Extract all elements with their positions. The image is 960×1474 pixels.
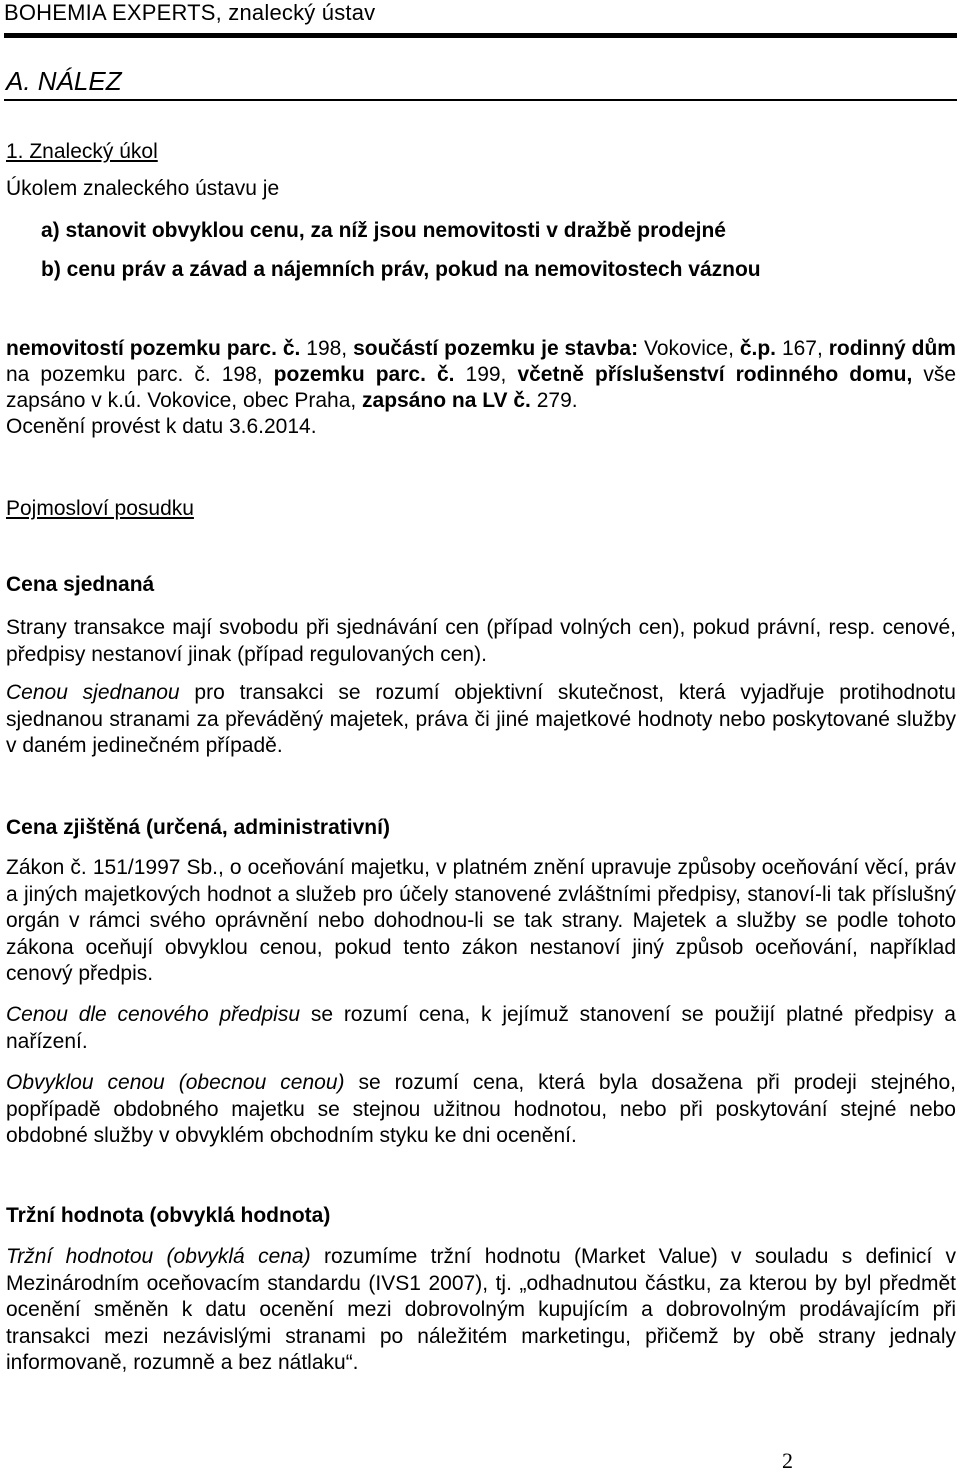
task-intro: Úkolem znaleckého ústavu je	[6, 177, 280, 200]
section-rule	[4, 99, 957, 101]
determined-price-heading: Cena zjištěná (určená, administrativní)	[6, 816, 390, 839]
page-number: 2	[782, 1448, 793, 1473]
terms-heading: Pojmosloví posudku	[6, 497, 194, 520]
property-description: nemovitostí pozemku parc. č. 198, součástí pozemku je stavba: Vokovice, č.p. 167, rodinný dům na pozemku parc. č. 198, pozemku parc. č. 199, včetně příslušenství rodinného domu, vše zapsáno v k.ú. Vokovice, obec Praha, zapsáno na LV č. 279. Ocenění provést k datu 3.6.2014.	[6, 336, 956, 441]
market-value-heading: Tržní hodnota (obvyklá hodnota)	[6, 1204, 331, 1227]
negotiated-price-p2: Cenou sjednanou pro transakci se rozumí objektivní skutečnost, která vyjadřuje protihodnotu sjednanou stranami za převáděný majetek, práva či jiné majetkové hodnoty nebo poskytované služby v daném jedinečném případě.	[6, 681, 956, 757]
task-item-b: b) cenu práv a závad a nájemních práv, pokud na nemovitostech váznou	[41, 258, 761, 281]
determined-price-p1: Zákon č. 151/1997 Sb., o oceňování majetku, v platném znění upravuje způsoby oceňování věcí, práv a jiných majetkových hodnot a služeb pro účely stanovené zvláštními předpisy, stanoví-li tak příslušný orgán v rámci svého oprávnění nebo dohodnou-li se tak strany. Majetek a služby se podle tohoto zákona oceňují obvyklou cenou, pokud tento zákon nestanoví jiný způsob oceňování, například cenový předpis.	[6, 856, 956, 985]
header-rule	[4, 33, 957, 38]
task-heading: 1. Znalecký úkol	[6, 140, 158, 163]
negotiated-price-p1: Strany transakce mají svobodu při sjednávání cen (případ volných cen), pokud právní, resp. cenové, předpisy nestanoví jinak (případ regulovaných cen).	[6, 616, 956, 666]
determined-price-p3: Obvyklou cenou (obecnou cenou) se rozumí cena, která byla dosažena při prodeji stejného, popřípadě obdobného majetku se stejnou užitnou hodnotou, nebo při poskytování stejné nebo obdobné služby v obvyklém obchodním styku ke dni ocenění.	[6, 1071, 956, 1147]
section-title: A. NÁLEZ	[6, 66, 122, 96]
institute-header: BOHEMIA EXPERTS, znalecký ústav	[4, 0, 376, 25]
determined-price-p2: Cenou dle cenového předpisu se rozumí cena, k jejímuž stanovení se použijí platné předpisy a nařízení.	[6, 1003, 956, 1053]
task-item-a: a) stanovit obvyklou cenu, za níž jsou nemovitosti v dražbě prodejné	[41, 219, 726, 242]
negotiated-price-heading: Cena sjednaná	[6, 573, 155, 596]
valuation-date: Ocenění provést k datu 3.6.2014.	[6, 415, 317, 438]
market-value-p1: Tržní hodnotou (obvyklá cena) rozumíme tržní hodnotu (Market Value) v souladu s definicí v Mezinárodním oceňovacím standardu (IVS1 2007), tj. „odhadnutou částku, za kterou by byl předmět ocenění směněn k datu ocenění mezi dobrovolným kupujícím a dobrovolným prodávajícím při transakci mezi nezávislými stranami po náležitém marketingu, přičemž by obě strany jednaly informovaně, rozumně a bez nátlaku“.	[6, 1245, 956, 1374]
